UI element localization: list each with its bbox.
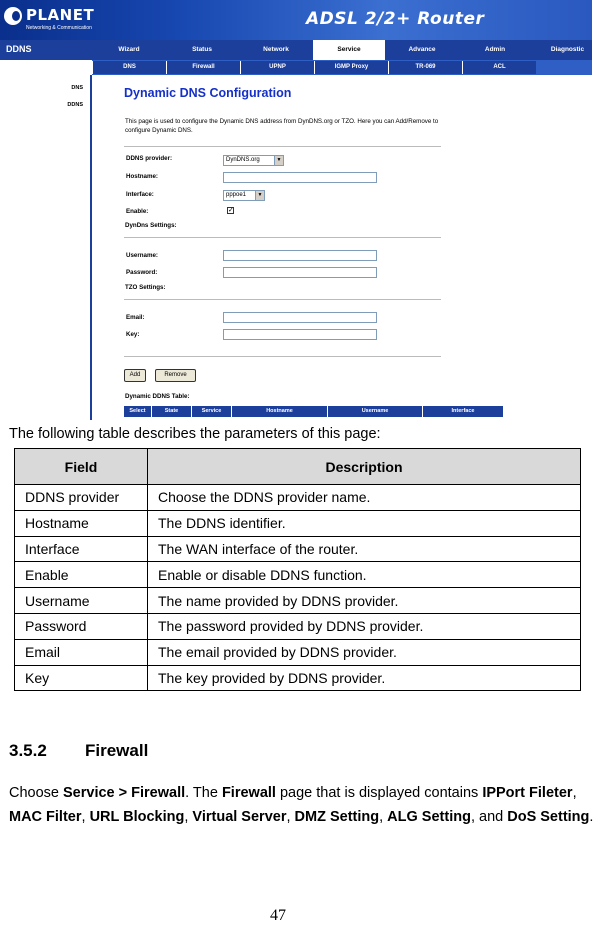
page-title: Dynamic DNS Configuration — [124, 86, 292, 100]
header-field: Field — [15, 449, 148, 485]
field-cell: Interface — [15, 536, 148, 562]
para-text: , — [81, 808, 90, 825]
subtab-acl[interactable]: ACL — [462, 61, 536, 74]
brand-name: PLANET — [26, 6, 95, 24]
para-text: , and — [470, 808, 508, 825]
field-cell: Username — [15, 588, 148, 614]
para-text: , — [286, 808, 295, 825]
sidebar-item-ddns[interactable]: DDNS — [67, 102, 83, 108]
table-row — [15, 485, 581, 511]
page-number: 47 — [270, 907, 286, 924]
tab-wizard[interactable]: Wizard — [118, 46, 140, 53]
chevron-down-icon: ▼ — [255, 191, 264, 200]
tab-status[interactable]: Status — [192, 46, 212, 53]
main-nav — [0, 40, 592, 60]
para-bold: MAC Filter — [9, 808, 82, 825]
description-cell: The password provided by DDNS provider. — [148, 613, 581, 639]
para-text: Choose — [9, 785, 64, 801]
tab-service[interactable]: Service — [313, 40, 385, 60]
password-input[interactable] — [223, 267, 377, 278]
table-row — [15, 562, 581, 588]
username-label: Username: — [126, 252, 158, 259]
para-bold: Firewall — [221, 785, 276, 801]
chevron-down-icon: ▼ — [274, 156, 283, 165]
table-row — [15, 510, 581, 536]
para-bold: DoS Setting — [507, 808, 590, 825]
table-row — [15, 536, 581, 562]
section-number: 3.5.2 — [9, 741, 47, 760]
ddns-table-title: Dynamic DDNS Table: — [125, 393, 190, 400]
firewall-paragraph — [9, 782, 602, 829]
tab-diagnostic[interactable]: Diagnostic — [550, 46, 585, 53]
tab-admin[interactable]: Admin — [484, 46, 506, 53]
description-cell: Enable or disable DDNS function. — [148, 562, 581, 588]
ddns-provider-value: DynDNS.org — [226, 157, 260, 163]
para-text: , — [184, 808, 193, 825]
product-title: ADSL 2/2+ Router — [306, 9, 485, 29]
ddns-col-select: Select — [124, 406, 152, 417]
interface-select[interactable] — [223, 190, 265, 201]
description-cell: Choose the DDNS provider name. — [148, 485, 581, 511]
ddns-col-state: State — [152, 406, 192, 417]
table-row — [15, 613, 581, 639]
subtab-upnp[interactable]: UPNP — [240, 61, 314, 74]
sidebar — [0, 75, 92, 420]
page-intro: This page is used to configure the Dynamic DNS address from DynDNS.org or TZO. Here you can Add/Remove to configure Dynamic DNS. — [125, 118, 439, 134]
brand-subtitle: Networking & Communication — [26, 25, 92, 31]
ddns-col-hostname: Hostname — [232, 406, 328, 417]
add-button[interactable]: Add — [124, 369, 146, 382]
email-input[interactable] — [223, 312, 377, 323]
tab-network[interactable]: Network — [263, 46, 289, 53]
subtab-tr069[interactable]: TR-069 — [388, 61, 462, 74]
description-cell: The DDNS identifier. — [148, 510, 581, 536]
header-description: Description — [148, 449, 581, 485]
para-bold: Service > Firewall — [63, 785, 186, 801]
para-text: . — [589, 808, 594, 825]
para-bold: ALG Setting — [387, 808, 471, 825]
interface-value: pppoe1 — [226, 192, 247, 198]
table-header-row — [15, 449, 581, 485]
ddns-provider-select[interactable] — [223, 155, 284, 166]
field-cell: DDNS provider — [15, 485, 148, 511]
enable-label: Enable: — [126, 208, 149, 215]
interface-label: Interface: — [126, 191, 154, 198]
hostname-label: Hostname: — [126, 173, 158, 180]
parameter-table — [14, 448, 581, 691]
para-bold: Virtual Server — [192, 808, 287, 825]
key-label: Key: — [126, 331, 140, 338]
table-row — [15, 588, 581, 614]
para-text: . The — [185, 785, 222, 801]
tzo-settings-heading: TZO Settings: — [125, 284, 166, 291]
table-row — [15, 639, 581, 665]
para-text: page that is displayed contains — [275, 785, 483, 801]
field-cell: Email — [15, 639, 148, 665]
description-cell: The WAN interface of the router. — [148, 536, 581, 562]
ddns-col-interface: Interface — [451, 408, 475, 414]
subtab-firewall[interactable]: Firewall — [166, 61, 240, 74]
nav-section-label: DDNS — [6, 44, 32, 54]
divider — [124, 146, 441, 147]
para-bold: IPPort Fileter — [482, 785, 573, 801]
router-screenshot — [0, 0, 592, 420]
field-cell: Key — [15, 665, 148, 691]
ddns-config-panel — [94, 75, 592, 420]
field-cell: Hostname — [15, 510, 148, 536]
divider — [124, 299, 441, 300]
key-input[interactable] — [223, 329, 377, 340]
para-bold: DMZ Setting — [294, 808, 380, 825]
username-input[interactable] — [223, 250, 377, 261]
section-title: Firewall — [85, 741, 149, 760]
provider-label: DDNS provider: — [126, 155, 173, 162]
tab-advance[interactable]: Advance — [408, 46, 436, 53]
planet-logo — [4, 4, 96, 36]
password-label: Password: — [126, 269, 158, 276]
header-banner — [0, 0, 592, 40]
para-text: , — [379, 808, 388, 825]
ddns-col-service: Service — [192, 406, 232, 417]
description-cell: The name provided by DDNS provider. — [148, 588, 581, 614]
ddns-col-username: Username — [328, 406, 423, 417]
divider — [124, 356, 441, 357]
remove-button[interactable]: Remove — [155, 369, 196, 382]
subtab-dns[interactable]: DNS — [92, 61, 166, 74]
description-cell: The email provided by DDNS provider. — [148, 639, 581, 665]
planet-logo-icon — [4, 7, 22, 25]
table-row — [15, 665, 581, 691]
dyndns-settings-heading: DynDns Settings: — [125, 222, 177, 229]
table-intro: The following table describes the parameters of this page: — [9, 426, 381, 442]
para-bold: URL Blocking — [89, 808, 185, 825]
email-label: Email: — [126, 314, 145, 321]
divider — [124, 237, 441, 238]
sub-nav — [0, 60, 592, 75]
enable-checkbox[interactable]: ✓ — [228, 207, 234, 214]
description-cell: The key provided by DDNS provider. — [148, 665, 581, 691]
field-cell: Enable — [15, 562, 148, 588]
subtab-igmp-proxy[interactable]: IGMP Proxy — [314, 61, 388, 74]
hostname-input[interactable] — [223, 172, 377, 183]
sidebar-item-dns[interactable]: DNS — [71, 85, 83, 91]
para-text: , — [572, 785, 577, 801]
field-cell: Password — [15, 613, 148, 639]
ddns-table-header — [124, 406, 503, 417]
